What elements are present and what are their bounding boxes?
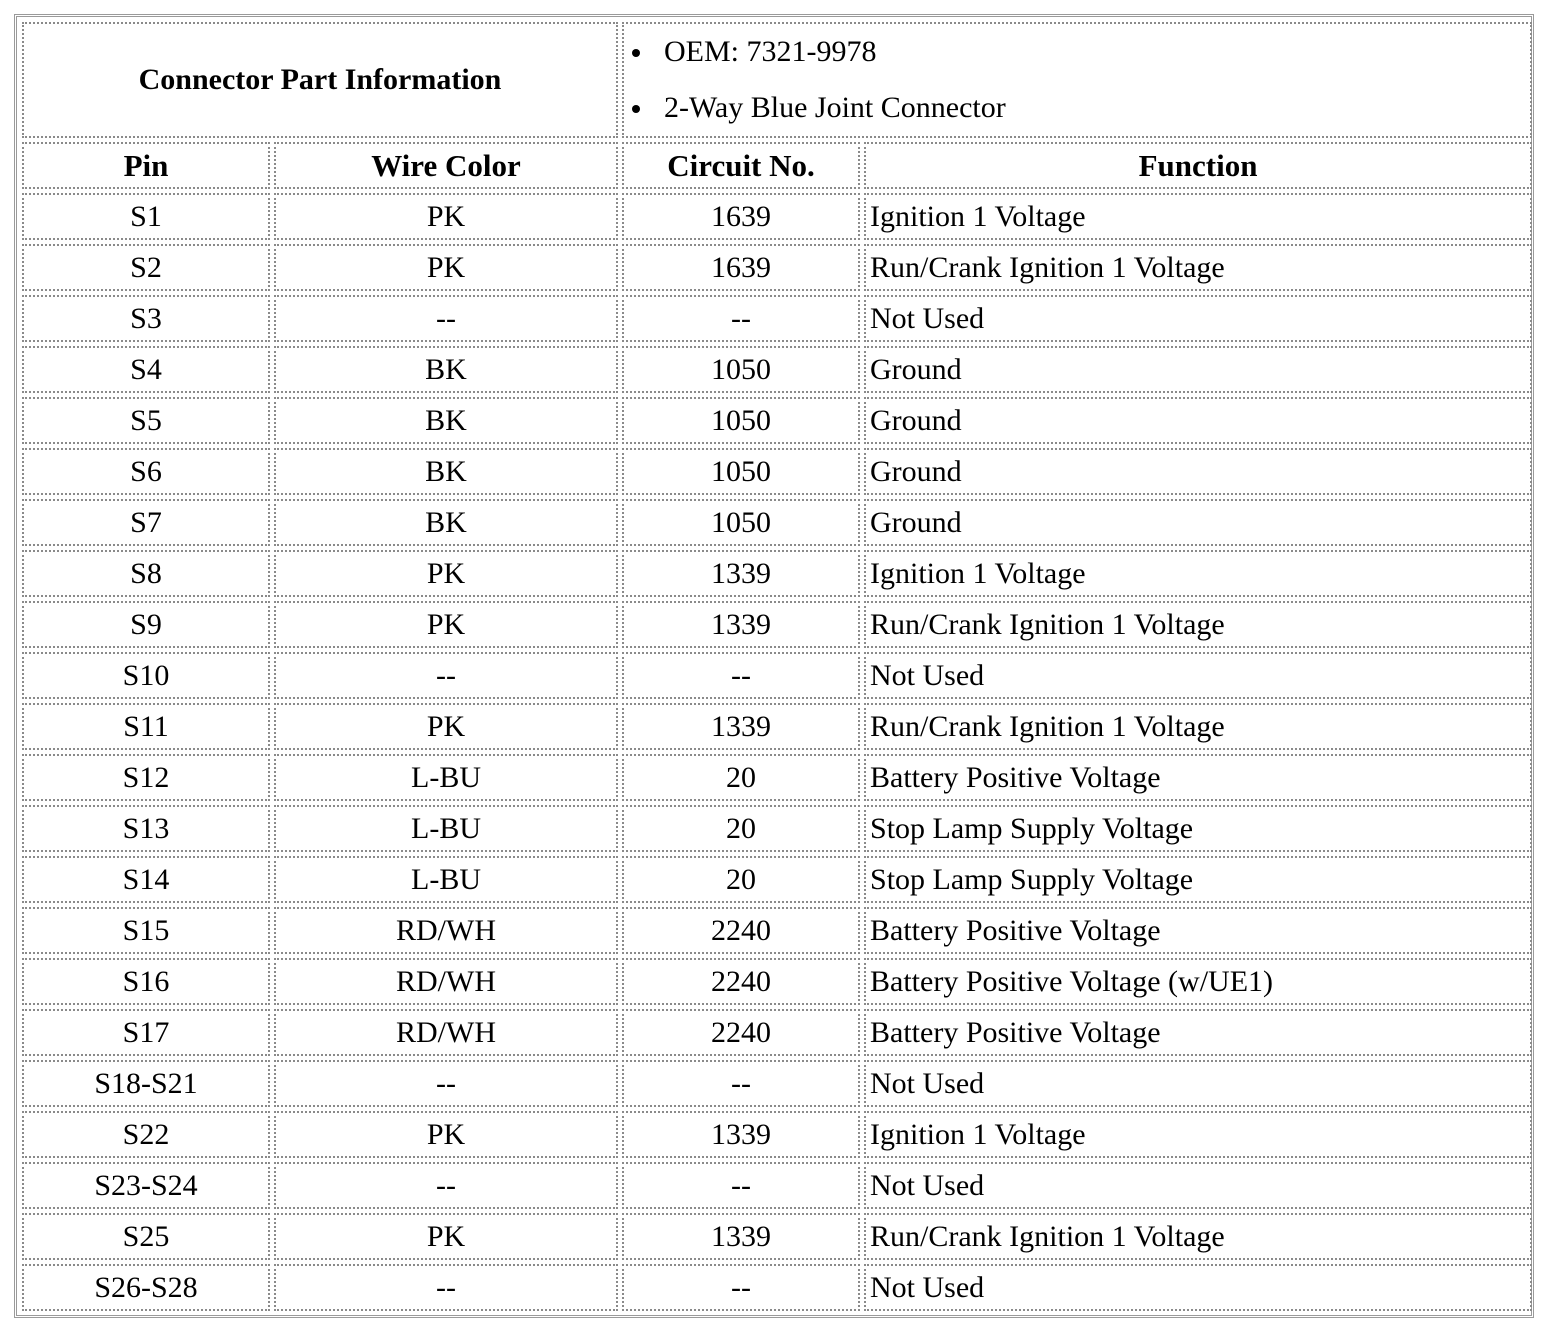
- column-header-row: [22, 142, 1532, 189]
- wire-color-cell: RD/WH: [274, 907, 618, 954]
- pin-cell: S7: [22, 499, 270, 546]
- pin-cell: S9: [22, 601, 270, 648]
- circuit-no-cell: 1339: [622, 550, 860, 597]
- table-row: [22, 856, 1532, 903]
- circuit-no-cell: 1050: [622, 499, 860, 546]
- function-cell: Ground: [864, 499, 1532, 546]
- circuit-no-cell: --: [622, 1162, 860, 1209]
- table-row: [22, 1009, 1532, 1056]
- pin-cell: S2: [22, 244, 270, 291]
- circuit-no-cell: 20: [622, 856, 860, 903]
- connector-info-label: Connector Part Information: [22, 22, 618, 138]
- table-row: [22, 499, 1532, 546]
- wire-color-cell: L-BU: [274, 856, 618, 903]
- function-cell: Stop Lamp Supply Voltage: [864, 856, 1532, 903]
- pin-cell: S6: [22, 448, 270, 495]
- function-cell: Stop Lamp Supply Voltage: [864, 805, 1532, 852]
- table-row: [22, 805, 1532, 852]
- table-row: [22, 958, 1532, 1005]
- wire-color-cell: L-BU: [274, 805, 618, 852]
- circuit-no-cell: 2240: [622, 907, 860, 954]
- function-cell: Not Used: [864, 295, 1532, 342]
- function-cell: Run/Crank Ignition 1 Voltage: [864, 1213, 1532, 1260]
- pin-cell: S16: [22, 958, 270, 1005]
- function-cell: Ground: [864, 397, 1532, 444]
- pin-cell: S10: [22, 652, 270, 699]
- pin-cell: S17: [22, 1009, 270, 1056]
- circuit-no-cell: 1339: [622, 1213, 860, 1260]
- circuit-no-cell: --: [622, 295, 860, 342]
- connector-info-list: [628, 24, 1526, 136]
- pin-cell: S12: [22, 754, 270, 801]
- table-row: [22, 601, 1532, 648]
- function-cell: Ignition 1 Voltage: [864, 1111, 1532, 1158]
- table-row: [22, 1213, 1532, 1260]
- function-cell: Not Used: [864, 1162, 1532, 1209]
- pin-cell: S25: [22, 1213, 270, 1260]
- column-header-pin: Pin: [22, 142, 270, 189]
- column-header-wire-color: Wire Color: [274, 142, 618, 189]
- pin-cell: S14: [22, 856, 270, 903]
- circuit-no-cell: 1050: [622, 346, 860, 393]
- table-row: [22, 193, 1532, 240]
- wire-color-cell: --: [274, 295, 618, 342]
- table-row: [22, 448, 1532, 495]
- table-row: [22, 1162, 1532, 1209]
- wire-color-cell: PK: [274, 601, 618, 648]
- table-row: [22, 907, 1532, 954]
- function-cell: Not Used: [864, 652, 1532, 699]
- wire-color-cell: PK: [274, 193, 618, 240]
- connector-pinout-table: [18, 18, 1536, 1315]
- function-cell: Ground: [864, 346, 1532, 393]
- table-row: [22, 1264, 1532, 1311]
- pin-cell: S26-S28: [22, 1264, 270, 1311]
- wire-color-cell: PK: [274, 1111, 618, 1158]
- function-cell: Battery Positive Voltage: [864, 907, 1532, 954]
- pin-cell: S5: [22, 397, 270, 444]
- wire-color-cell: BK: [274, 397, 618, 444]
- pin-cell: S3: [22, 295, 270, 342]
- column-header-circuit-no: Circuit No.: [622, 142, 860, 189]
- circuit-no-cell: 1339: [622, 1111, 860, 1158]
- table-row: [22, 397, 1532, 444]
- circuit-no-cell: 1339: [622, 601, 860, 648]
- wire-color-cell: PK: [274, 550, 618, 597]
- wire-color-cell: RD/WH: [274, 1009, 618, 1056]
- wire-color-cell: --: [274, 652, 618, 699]
- table-row: [22, 1111, 1532, 1158]
- function-cell: Battery Positive Voltage: [864, 754, 1532, 801]
- wire-color-cell: PK: [274, 703, 618, 750]
- wire-color-cell: BK: [274, 346, 618, 393]
- pin-cell: S22: [22, 1111, 270, 1158]
- column-header-function: Function: [864, 142, 1532, 189]
- function-cell: Not Used: [864, 1060, 1532, 1107]
- wire-color-cell: PK: [274, 244, 618, 291]
- circuit-no-cell: 20: [622, 805, 860, 852]
- pin-cell: S4: [22, 346, 270, 393]
- wire-color-cell: L-BU: [274, 754, 618, 801]
- table-row: [22, 703, 1532, 750]
- function-cell: Battery Positive Voltage: [864, 1009, 1532, 1056]
- circuit-no-cell: 1639: [622, 193, 860, 240]
- wire-color-cell: BK: [274, 448, 618, 495]
- function-cell: Ground: [864, 448, 1532, 495]
- pin-cell: S11: [22, 703, 270, 750]
- wire-color-cell: --: [274, 1060, 618, 1107]
- function-cell: Run/Crank Ignition 1 Voltage: [864, 601, 1532, 648]
- wire-color-cell: --: [274, 1264, 618, 1311]
- pin-cell: S23-S24: [22, 1162, 270, 1209]
- circuit-no-cell: --: [622, 1060, 860, 1107]
- circuit-no-cell: 1339: [622, 703, 860, 750]
- circuit-no-cell: 1050: [622, 448, 860, 495]
- connector-info-item: OEM: 7321-9978: [628, 24, 1526, 80]
- function-cell: Ignition 1 Voltage: [864, 193, 1532, 240]
- pin-cell: S18-S21: [22, 1060, 270, 1107]
- circuit-no-cell: 1639: [622, 244, 860, 291]
- circuit-no-cell: 2240: [622, 1009, 860, 1056]
- function-cell: Battery Positive Voltage (w/UE1): [864, 958, 1532, 1005]
- circuit-no-cell: 2240: [622, 958, 860, 1005]
- wire-color-cell: RD/WH: [274, 958, 618, 1005]
- circuit-no-cell: 20: [622, 754, 860, 801]
- pin-cell: S8: [22, 550, 270, 597]
- wire-color-cell: PK: [274, 1213, 618, 1260]
- table-row: [22, 1060, 1532, 1107]
- wire-color-cell: --: [274, 1162, 618, 1209]
- connector-info-item: 2-Way Blue Joint Connector: [628, 80, 1526, 136]
- function-cell: Not Used: [864, 1264, 1532, 1311]
- table-row: [22, 652, 1532, 699]
- function-cell: Run/Crank Ignition 1 Voltage: [864, 703, 1532, 750]
- table-row: [22, 346, 1532, 393]
- connector-info-details: [622, 22, 1532, 138]
- pin-cell: S1: [22, 193, 270, 240]
- connector-info-row: [22, 22, 1532, 138]
- table-row: [22, 295, 1532, 342]
- function-cell: Ignition 1 Voltage: [864, 550, 1532, 597]
- table-row: [22, 550, 1532, 597]
- table-row: [22, 244, 1532, 291]
- table-row: [22, 754, 1532, 801]
- pin-cell: S15: [22, 907, 270, 954]
- circuit-no-cell: --: [622, 1264, 860, 1311]
- circuit-no-cell: --: [622, 652, 860, 699]
- wire-color-cell: BK: [274, 499, 618, 546]
- circuit-no-cell: 1050: [622, 397, 860, 444]
- function-cell: Run/Crank Ignition 1 Voltage: [864, 244, 1532, 291]
- pin-cell: S13: [22, 805, 270, 852]
